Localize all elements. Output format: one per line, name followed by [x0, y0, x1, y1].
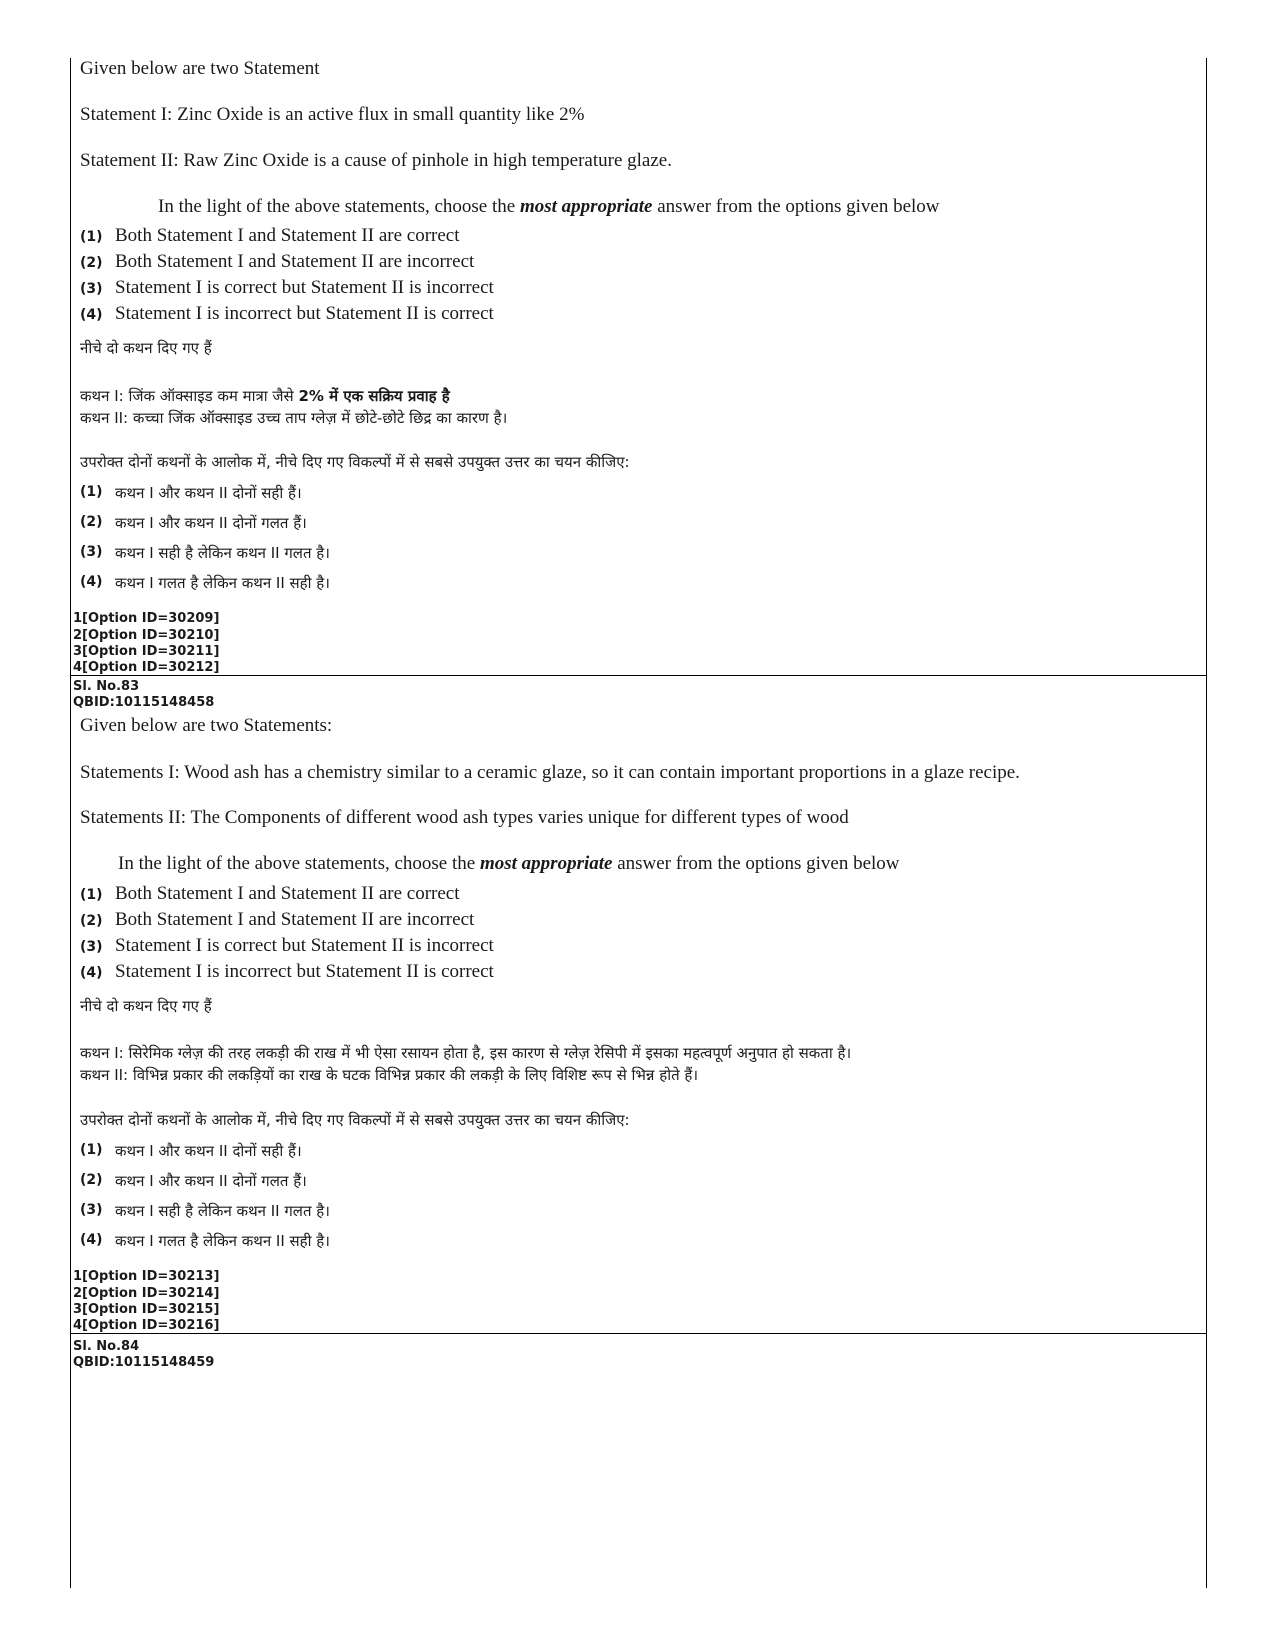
- emphasis-most-appropriate: most appropriate: [479, 853, 613, 874]
- q83-hindi-instruction: उपरोक्त दोनों कथनों के आलोक में, नीचे दिए गए विकल्पों में से सबसे उपयुक्त उत्तर का चयन कीजिए:: [80, 1111, 630, 1129]
- question-divider: [70, 1333, 1207, 1334]
- qbid: QBID:10115148458: [73, 695, 215, 710]
- option-text: कथन I और कथन II दोनों गलत हैं।: [115, 514, 307, 532]
- option-id: 3[Option ID=30215]: [73, 1302, 220, 1317]
- q83-hindi-statement-2: कथन II: विभिन्न प्रकार की लकड़ियों का राख के घटक विभिन्न प्रकार की लकड़ी के लिए विशिष्ट रूप से भिन्न होते हैं।: [80, 1066, 699, 1084]
- option-number: (3): [80, 281, 103, 297]
- option-id: 2[Option ID=30210]: [73, 628, 220, 643]
- option-text: कथन I गलत है लेकिन कथन II सही है।: [115, 574, 330, 592]
- option-text: Statement I is correct but Statement II is incorrect: [115, 277, 494, 298]
- serial-number: Sl. No.83: [73, 679, 140, 694]
- option-number: (4): [80, 965, 103, 981]
- q82-statement-2: Statement II: Raw Zinc Oxide is a cause of pinhole in high temperature glaze.: [80, 150, 672, 171]
- option-number: (2): [80, 255, 103, 271]
- option-text: Both Statement I and Statement II are incorrect: [115, 251, 475, 272]
- option-text: कथन I और कथन II दोनों सही हैं।: [115, 484, 302, 502]
- option-text: Statement I is incorrect but Statement II is correct: [115, 303, 494, 324]
- option-number: (4): [80, 307, 103, 323]
- option-number: (1): [80, 229, 103, 245]
- q82-instruction: In the light of the above statements, choose the most appropriate answer from the options given below: [158, 196, 940, 217]
- option-number: (3): [80, 1202, 103, 1218]
- left-border: [70, 58, 71, 1588]
- emphasis-most-appropriate: most appropriate: [519, 196, 653, 217]
- option-id: 4[Option ID=30216]: [73, 1318, 220, 1333]
- q82-intro: Given below are two Statement: [80, 58, 320, 79]
- option-id: 2[Option ID=30214]: [73, 1286, 220, 1301]
- q82-hindi-statement-1: कथन I: जिंक ऑक्साइड कम मात्रा जैसे 2% में एक सक्रिय प्रवाह है: [80, 387, 450, 405]
- option-text: कथन I गलत है लेकिन कथन II सही है।: [115, 1232, 330, 1250]
- q83-intro: Given below are two Statements:: [80, 715, 333, 736]
- option-text: कथन I और कथन II दोनों सही हैं।: [115, 1142, 302, 1160]
- option-text: Both Statement I and Statement II are correct: [115, 225, 460, 246]
- option-id: 3[Option ID=30211]: [73, 644, 220, 659]
- serial-number: Sl. No.84: [73, 1339, 140, 1354]
- option-number: (1): [80, 484, 103, 500]
- q83-hindi-intro: नीचे दो कथन दिए गए हैं: [80, 997, 212, 1015]
- qbid: QBID:10115148459: [73, 1355, 215, 1370]
- option-number: (3): [80, 939, 103, 955]
- option-number: (1): [80, 887, 103, 903]
- q83-instruction: In the light of the above statements, choose the most appropriate answer from the options given below: [118, 853, 900, 874]
- right-border: [1206, 58, 1207, 1588]
- q82-hindi-statement-2: कथन II: कच्चा जिंक ऑक्साइड उच्च ताप ग्लेज़ में छोटे-छोटे छिद्र का कारण है।: [80, 409, 508, 427]
- option-text: कथन I सही है लेकिन कथन II गलत है।: [115, 1202, 330, 1220]
- q82-hindi-intro: नीचे दो कथन दिए गए हैं: [80, 339, 212, 357]
- option-number: (3): [80, 544, 103, 560]
- option-number: (2): [80, 1172, 103, 1188]
- option-number: (2): [80, 514, 103, 530]
- q82-statement-1: Statement I: Zinc Oxide is an active flux in small quantity like 2%: [80, 104, 585, 125]
- q83-statement-2: Statements II: The Components of different wood ash types varies unique for different types of wood: [80, 807, 849, 828]
- option-id: 1[Option ID=30209]: [73, 611, 220, 626]
- option-text: कथन I और कथन II दोनों गलत हैं।: [115, 1172, 307, 1190]
- q83-statement-1: Statements I: Wood ash has a chemistry similar to a ceramic glaze, so it can contain important proportions in a glaze recipe.: [80, 762, 1020, 783]
- option-number: (4): [80, 574, 103, 590]
- option-text: Statement I is incorrect but Statement II is correct: [115, 961, 494, 982]
- q82-hindi-instruction: उपरोक्त दोनों कथनों के आलोक में, नीचे दिए गए विकल्पों में से सबसे उपयुक्त उत्तर का चयन कीजिए:: [80, 453, 630, 471]
- option-text: Statement I is correct but Statement II is incorrect: [115, 935, 494, 956]
- option-text: कथन I सही है लेकिन कथन II गलत है।: [115, 544, 330, 562]
- q83-hindi-statement-1: कथन I: सिरेमिक ग्लेज़ की तरह लकड़ी की राख में भी ऐसा रसायन होता है, इस कारण से ग्लेज़ रेसिपी में इसका महत्वपूर्ण अनुपात हो सकता है।: [80, 1044, 852, 1062]
- option-id: 4[Option ID=30212]: [73, 660, 220, 675]
- option-text: Both Statement I and Statement II are correct: [115, 883, 460, 904]
- option-id: 1[Option ID=30213]: [73, 1269, 220, 1284]
- option-number: (2): [80, 913, 103, 929]
- option-text: Both Statement I and Statement II are incorrect: [115, 909, 475, 930]
- question-divider: [70, 675, 1207, 676]
- option-number: (4): [80, 1232, 103, 1248]
- option-number: (1): [80, 1142, 103, 1158]
